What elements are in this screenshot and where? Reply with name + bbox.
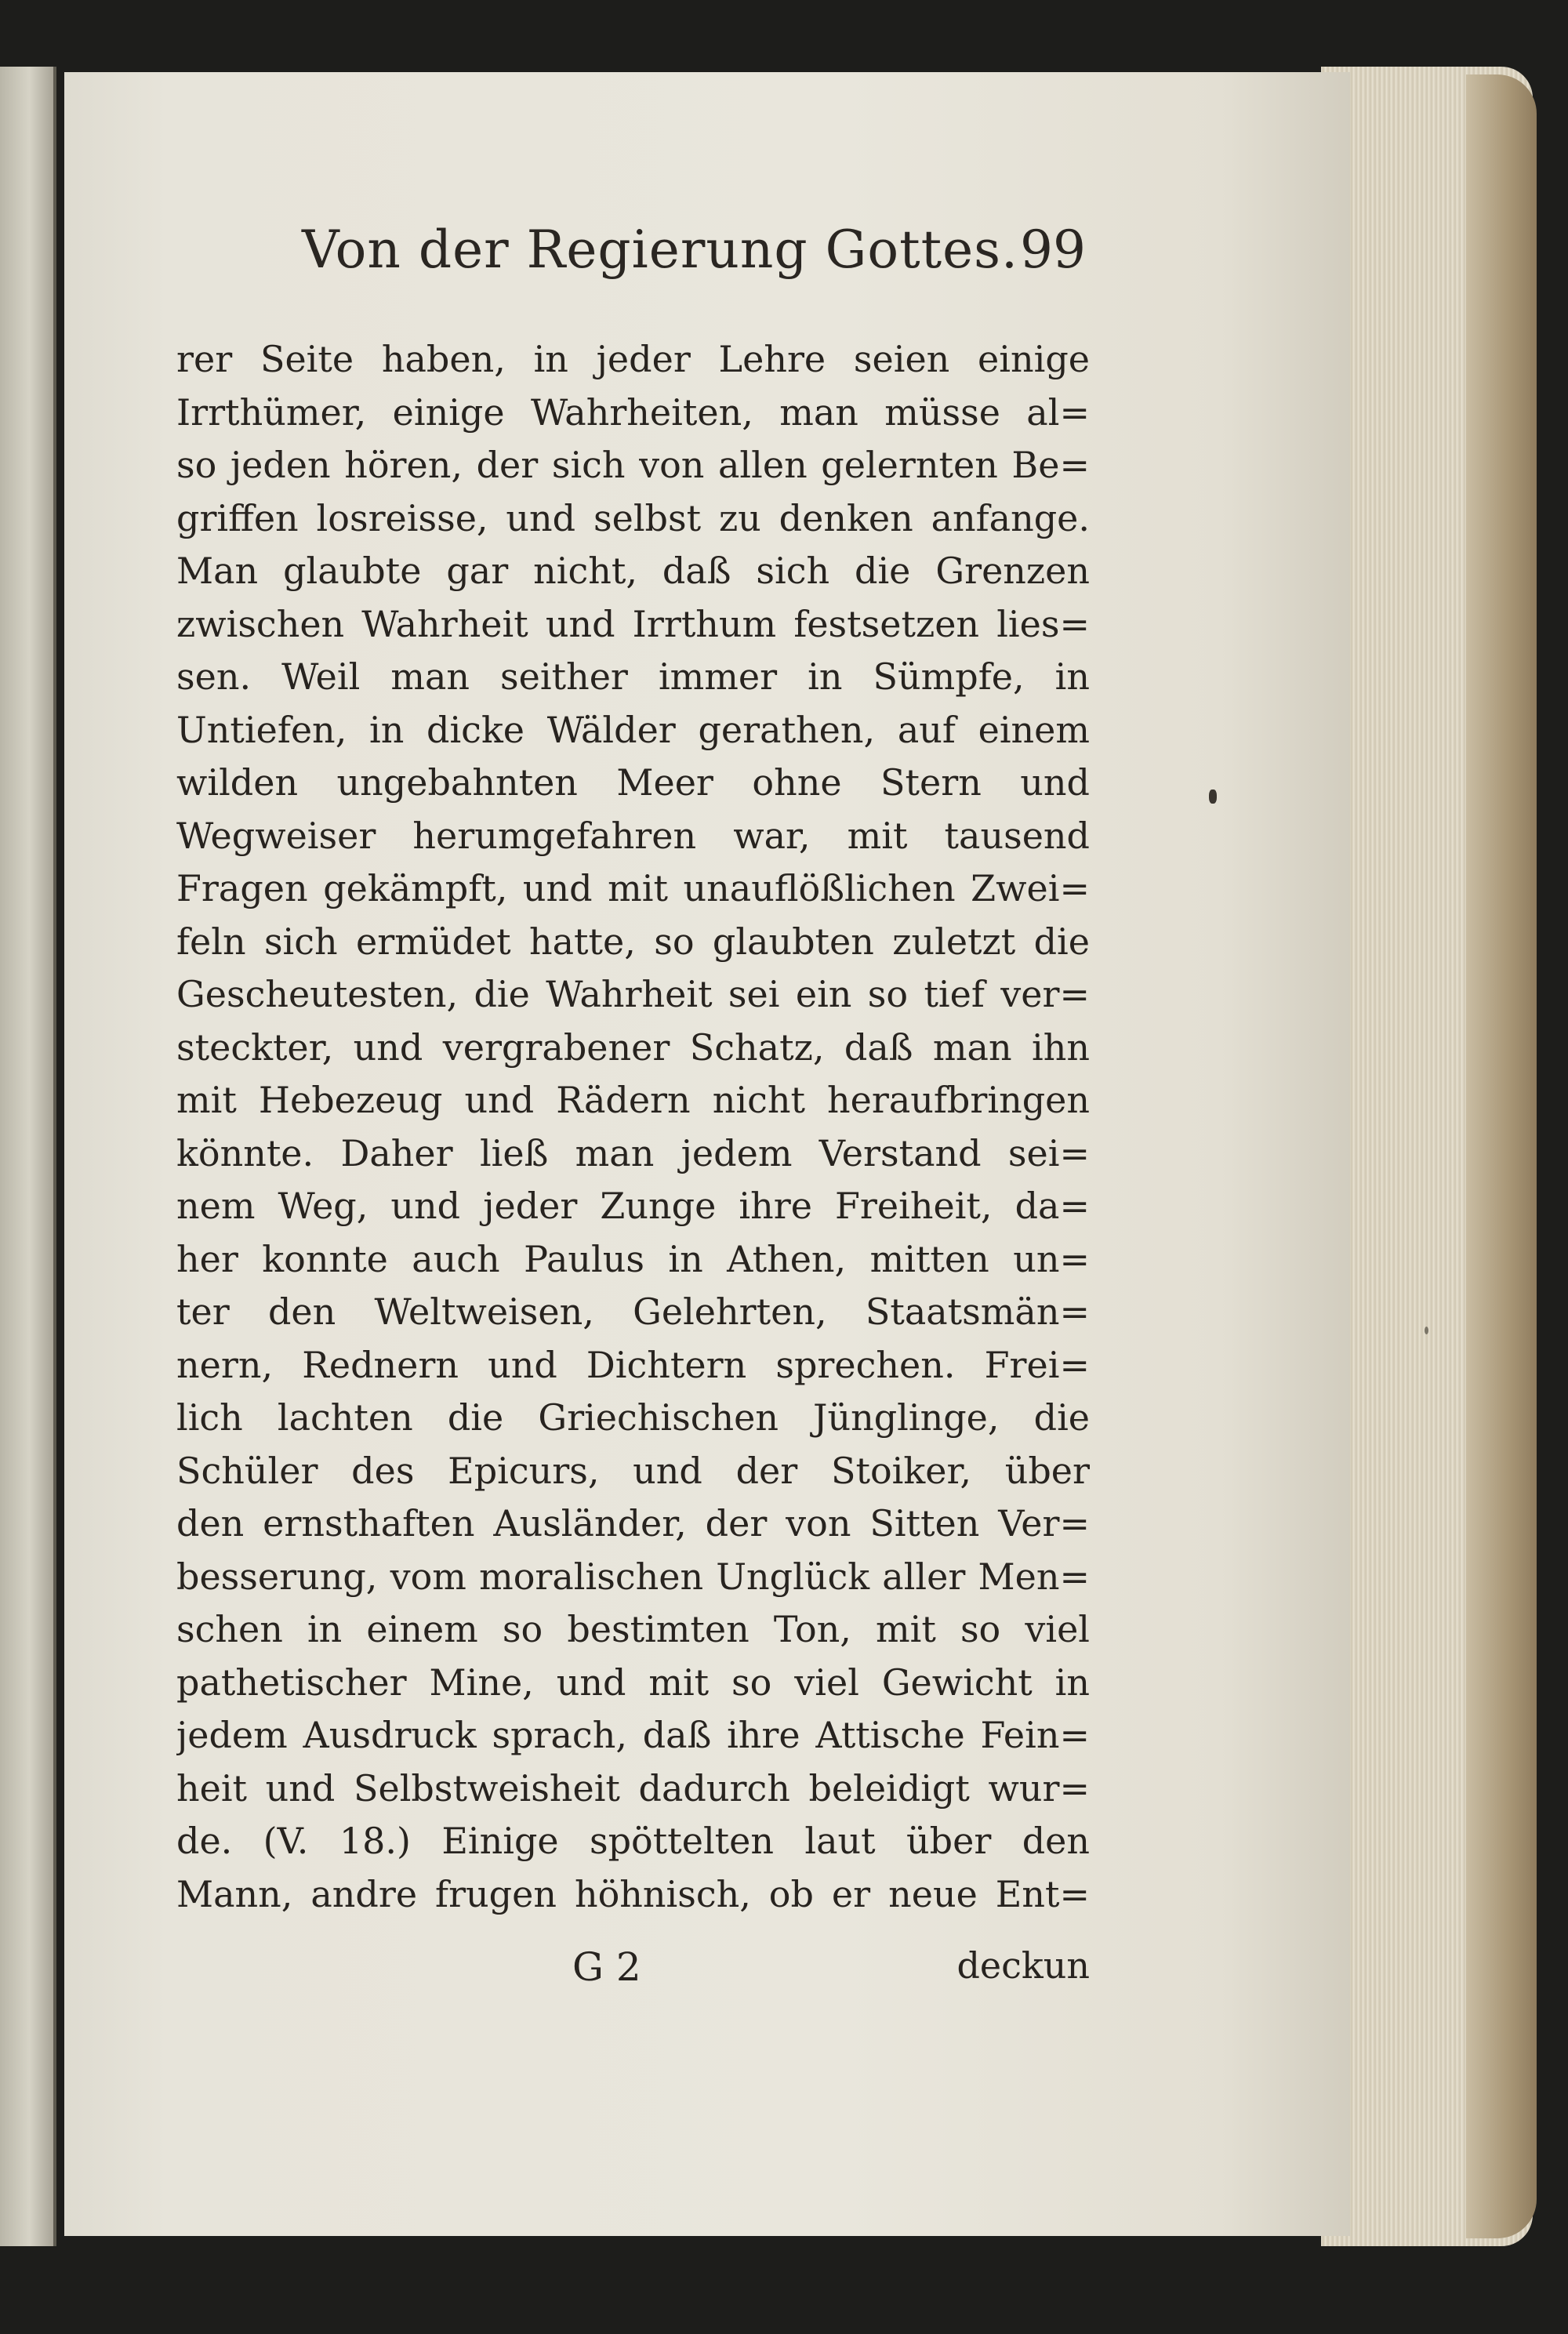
text-line: könnte. Daher ließ man jedem Verstand sei= — [176, 1131, 1090, 1174]
signature-mark: G 2 — [572, 1944, 641, 1990]
text-line: Man glaubte gar nicht, daß sich die Grenzen — [176, 550, 1090, 592]
running-title: Von der Regierung Gottes. — [302, 220, 1019, 280]
ink-mark — [1209, 789, 1217, 804]
text-line: Untiefen, in dicke Wälder gerathen, auf einem — [176, 708, 1090, 751]
text-line: jedem Ausdruck sprach, daß ihre Attische Fein= — [176, 1714, 1090, 1756]
catchword: deckun — [956, 1944, 1090, 1987]
running-header — [302, 212, 1086, 298]
text-line: griffen losreisse, und selbst zu denken anfange. — [176, 496, 1090, 539]
text-line: lich lachten die Griechischen Jünglinge, die — [176, 1396, 1090, 1439]
text-line: den ernsthaften Ausländer, der von Sitten Ver= — [176, 1502, 1090, 1545]
text-line: Mann, andre frugen höhnisch, ob er neue Ent= — [176, 1872, 1090, 1915]
text-line: nern, Rednern und Dichtern sprechen. Frei= — [176, 1343, 1090, 1386]
text-line: Wegweiser herumgefahren war, mit tausend — [176, 814, 1090, 857]
text-line: Fragen gekämpft, und mit unauflößlichen Zwei= — [176, 867, 1090, 909]
text-line: Schüler des Epicurs, und der Stoiker, über — [176, 1449, 1090, 1492]
book-fore-edge — [1466, 74, 1537, 2238]
text-line: de. (V. 18.) Einige spöttelten laut über den — [176, 1820, 1090, 1862]
ink-mark-small — [1425, 1327, 1428, 1334]
text-line: so jeden hören, der sich von allen gelernten Be= — [176, 444, 1090, 486]
text-line: feln sich ermüdet hatte, so glaubten zuletzt die — [176, 920, 1090, 963]
text-line: schen in einem so bestimten Ton, mit so viel — [176, 1608, 1090, 1650]
page-footer — [176, 1944, 1090, 2007]
text-line: sen. Weil man seither immer in Sümpfe, in — [176, 655, 1090, 698]
page-number: 99 — [1020, 220, 1086, 280]
text-line: her konnte auch Paulus in Athen, mitten un= — [176, 1237, 1090, 1280]
text-line: ter den Weltweisen, Gelehrten, Staatsmän= — [176, 1290, 1090, 1333]
text-line: pathetischer Mine, und mit so viel Gewicht in — [176, 1661, 1090, 1704]
text-line: heit und Selbstweisheit dadurch beleidigt wur= — [176, 1766, 1090, 1809]
text-line: mit Hebezeug und Rädern nicht heraufbringen — [176, 1079, 1090, 1121]
text-line: wilden ungebahnten Meer ohne Stern und — [176, 761, 1090, 804]
facing-page-edge — [0, 67, 56, 2246]
body-text — [176, 333, 1090, 1921]
text-line: Irrthümer, einige Wahrheiten, man müsse al= — [176, 390, 1090, 434]
text-line: nem Weg, und jeder Zunge ihre Freiheit, da= — [176, 1185, 1090, 1227]
text-line: steckter, und vergrabener Schatz, daß man ihn — [176, 1025, 1090, 1069]
text-line: Gescheutesten, die Wahrheit sei ein so tief ver= — [176, 973, 1090, 1015]
text-line: zwischen Wahrheit und Irrthum festsetzen lies= — [176, 602, 1090, 645]
text-line: rer Seite haben, in jeder Lehre seien einige — [176, 338, 1090, 380]
text-line: besserung, vom moralischen Unglück aller Men= — [176, 1555, 1090, 1598]
